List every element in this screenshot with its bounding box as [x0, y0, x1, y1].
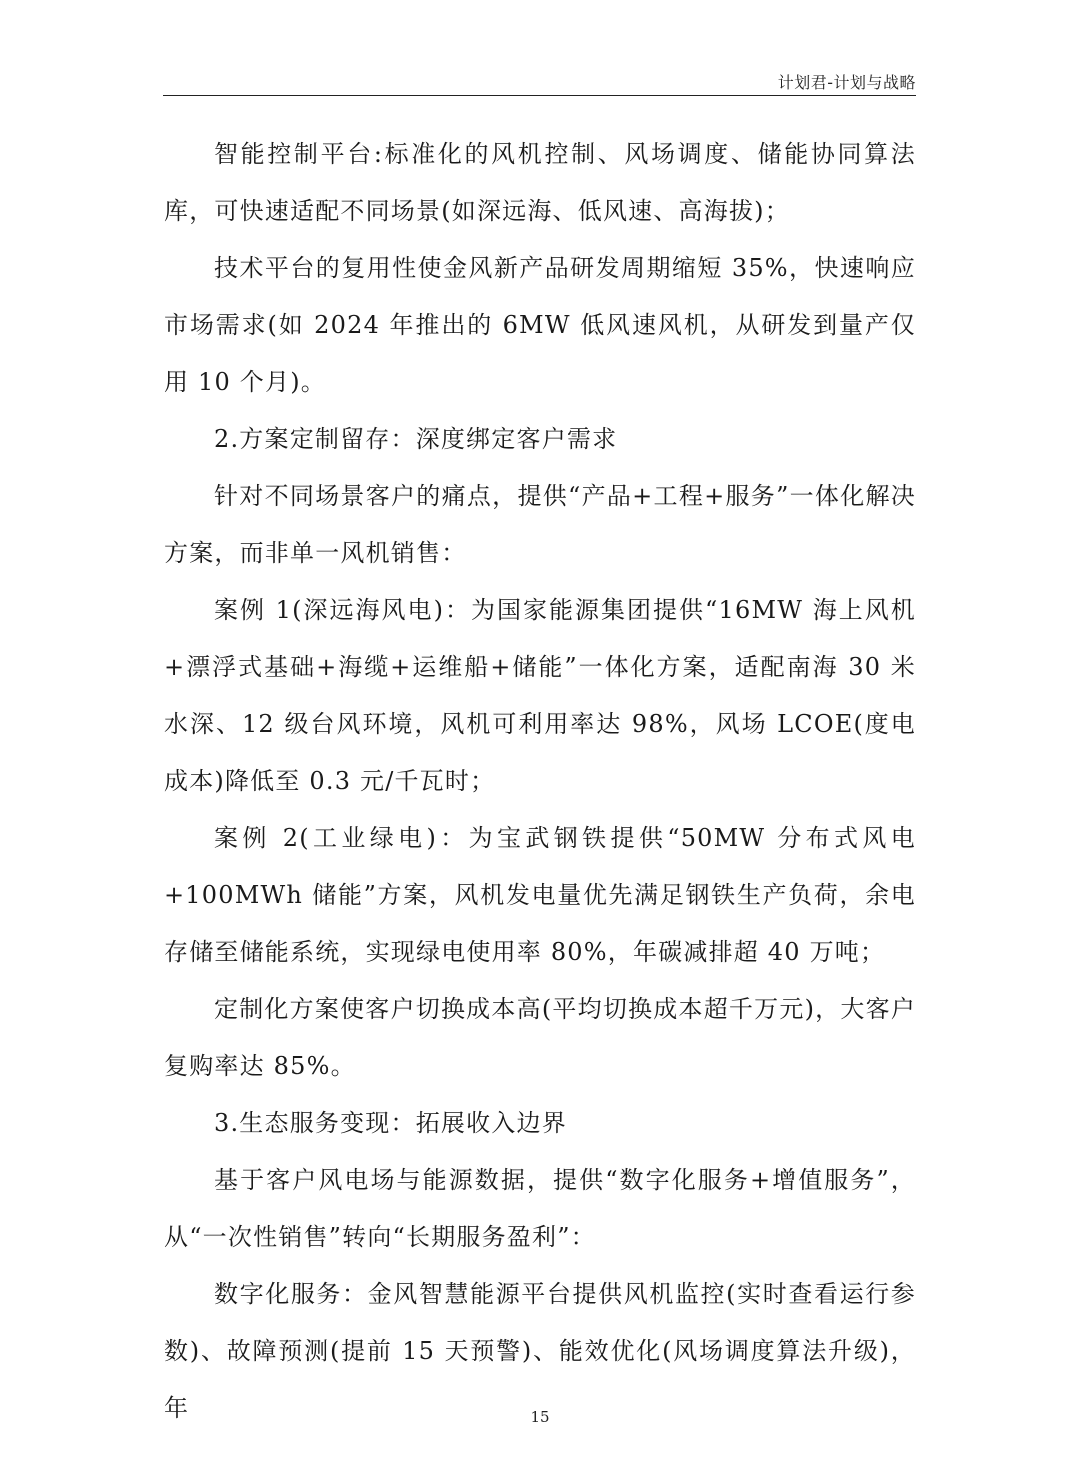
paragraph-integrated-solutions: 针对不同场景客户的痛点，提供“产品+工程+服务”一体化解决方案，而非单一风机销售： — [164, 482, 916, 567]
section-heading-custom-solutions: 2.方案定制留存：深度绑定客户需求 — [214, 425, 618, 453]
paragraph-digital-services: 数字化服务：金风智慧能源平台提供风机监控(实时查看运行参数)、故障预测(提前 15 天预警)、能效优化(风场调度算法升级)，年 — [164, 1280, 916, 1422]
paragraph-smart-control-platform: 智能控制平台:标准化的风机控制、风场调度、储能协同算法库，可快速适配不同场景(如深远海、低风速、高海拔)； — [164, 140, 916, 225]
section-heading-ecosystem-services: 3.生态服务变现：拓展收入边界 — [214, 1109, 567, 1137]
paragraph-case-2: 案例 2(工业绿电)：为宝武钢铁提供“50MW 分布式风电+100MWh 储能”方案，风机发电量优先满足钢铁生产负荷，余电存储至储能系统，实现绿电使用率 80%，年碳减排超 40 万吨； — [164, 824, 916, 966]
page-header — [163, 66, 916, 94]
page-number: 15 — [530, 1408, 550, 1426]
paragraph-switching-cost: 定制化方案使客户切换成本高(平均切换成本超千万元)，大客户复购率达 85%。 — [164, 995, 916, 1080]
header-divider — [163, 95, 916, 96]
paragraph-service-shift: 基于客户风电场与能源数据，提供“数字化服务+增值服务”，从“一次性销售”转向“长期服务盈利”： — [164, 1166, 916, 1251]
paragraph-platform-reuse: 技术平台的复用性使金风新产品研发周期缩短 35%，快速响应市场需求(如 2024 年推出的 6MW 低风速风机，从研发到量产仅用 10 个月)。 — [164, 254, 916, 396]
document-body — [164, 126, 916, 1437]
header-title: 计划君-计划与战略 — [777, 73, 916, 92]
paragraph-case-1: 案例 1(深远海风电)：为国家能源集团提供“16MW 海上风机+漂浮式基础+海缆+运维船+储能”一体化方案，适配南海 30 米水深、12 级台风环境，风机可利用率达 98%，风场 LCOE(度电成本)降低至 0.3 元/千瓦时； — [164, 596, 916, 795]
